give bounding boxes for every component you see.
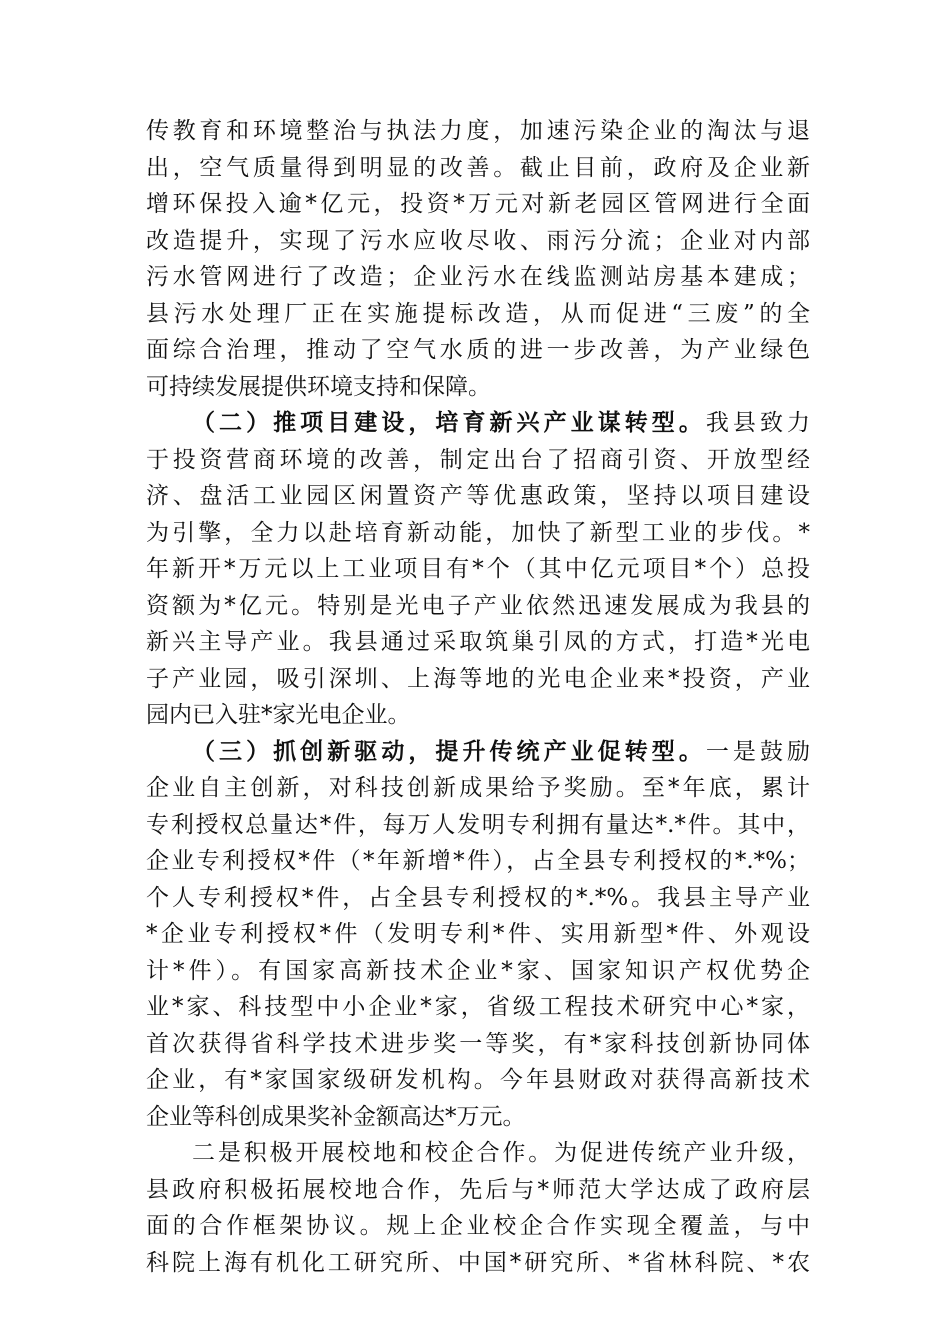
section-heading: （三）抓创新驱动，提升传统产业促转型。 [192,737,706,765]
text-line: 首次获得省科学技术进步奖一等奖，有*家科技创新协同体 [146,1030,810,1057]
text-line: 科院上海有机化工研究所、中国*研究所、*省林科院、*农 [146,1249,810,1276]
document-body [146,113,810,1281]
text-line: 子产业园，吸引深圳、上海等地的光电企业来*投资，产业 [146,665,810,692]
text-line: 增环保投入逾*亿元，投资*万元对新老园区管网进行全面 [146,191,810,217]
text-line: 出，空气质量得到明显的改善。截止目前，政府及企业新 [146,154,810,181]
text-line: 传教育和环境整治与执法力度，加速污染企业的淘汰与退 [146,118,810,144]
text-line: 二是积极开展校地和校企合作。为促进传统产业升级， [192,1140,810,1166]
text-line: 计*件）。有国家高新技术企业*家、国家知识产权优势企 [146,957,810,984]
text-line: 企业，有*家国家级研发机构。今年县财政对获得高新技术 [146,1067,810,1093]
text-line: 县污水处理厂正在实施提标改造，从而促进“三废”的全 [146,300,810,327]
text-line: 面的合作框架协议。规上企业校企合作实现全覆盖，与中 [146,1213,810,1239]
text-run: 我县致力 [705,410,811,436]
text-line: 济、盘活工业园区闲置资产等优惠政策，坚持以项目建设 [146,483,810,509]
text-line: 县政府积极拓展校地合作，先后与*师范大学达成了政府层 [146,1176,810,1203]
section-heading: （二）推项目建设，培育新兴产业谋转型。 [192,409,706,436]
text-line: 改造提升，实现了污水应收尽收、雨污分流；企业对内部 [146,227,810,254]
text-line: 个人专利授权*件，占全县专利授权的*.*%。我县主导产业 [146,884,810,911]
text-line: 新兴主导产业。我县通过采取筑巢引凤的方式，打造*光电 [146,629,810,655]
text-line: 于投资营商环境的改善，制定出台了招商引资、开放型经 [146,446,810,473]
text-line: 为引擎，全力以赴培育新动能，加快了新型工业的步伐。* [146,519,810,546]
text-line: 专利授权总量达*件，每万人发明专利拥有量达*.*件。其中， [146,811,810,838]
text-line: 年新开*万元以上工业项目有*个（其中亿元项目*个）总投 [146,556,810,582]
text-line: *企业专利授权*件（发明专利*件、实用新型*件、外观设 [146,921,810,947]
text-line: 企业等科创成果奖补金额高达*万元。 [146,1103,526,1130]
text-line: 可持续发展提供环境支持和保障。 [146,373,491,400]
section-heading-line [146,734,810,771]
text-line: 企业专利授权*件（*年新增*件），占全县专利授权的*.*%； [146,848,810,874]
text-line: 资额为*亿元。特别是光电子产业依然迅速发展成为我县的 [146,592,810,619]
text-line: 业*家、科技型中小企业*家，省级工程技术研究中心*家， [146,994,810,1020]
section-heading-line [146,405,810,442]
text-line: 污水管网进行了改造；企业污水在线监测站房基本建成； [146,264,810,290]
text-line: 园内已入驻*家光电企业。 [146,702,411,728]
text-line: 企业自主创新，对科技创新成果给予奖励。至*年底，累计 [146,775,810,801]
text-run: 一是鼓励 [705,738,811,765]
text-line: 面综合治理，推动了空气水质的进一步改善，为产业绿色 [146,337,810,363]
